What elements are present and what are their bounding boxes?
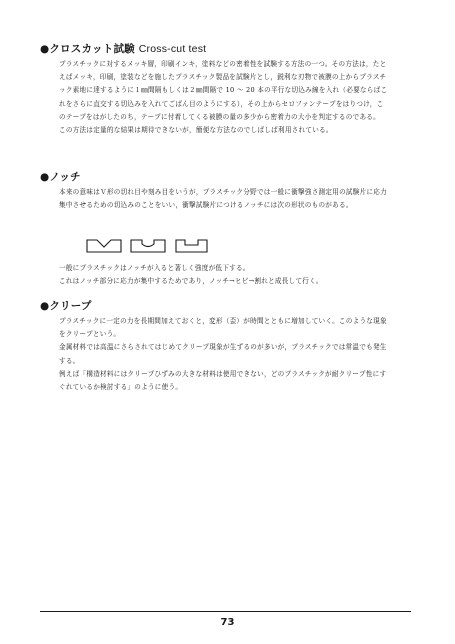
- notch-shapes-figure: [86, 238, 216, 254]
- heading-text: ●クロスカット試験: [40, 43, 135, 55]
- heading-text: ●クリープ: [40, 300, 92, 312]
- paragraph: プラスチックに一定の力を長期間加えておくと，変形（歪）が時間とともに増加していく。このような現象をクリープという。: [59, 317, 387, 339]
- section-heading-notch: [40, 169, 81, 184]
- paragraph: 金属材料では高温にさらされてはじめてクリープ現象が生ずるのが多いが，プラスチックでは常温でも発生する。: [59, 343, 387, 365]
- notch-body: [59, 186, 389, 212]
- notch-body-after-figure: [59, 262, 389, 288]
- cross-cut-body: [59, 58, 389, 137]
- footer-divider: [40, 611, 411, 612]
- section-heading-creep: [40, 298, 92, 313]
- paragraph: この方法は定量的な結果は期待できないが，簡便な方法なのでしばしば利用されている。: [59, 126, 333, 135]
- creep-body: [59, 315, 389, 394]
- notch-figure-svg: [86, 238, 216, 254]
- paragraph: 一般にプラスチックはノッチが入ると著しく強度が低下する。: [59, 264, 250, 272]
- paragraph: 本来の意味はＶ形の切れ目や刻み目をいうが，プラスチック分野では一般に衝撃強さ測定用の試験片に応力集中させるための切込みのことをいい，衝撃試験片につけるノッチには次の形状のものがある。: [59, 188, 387, 210]
- section-heading-cross-cut: [40, 41, 206, 56]
- v-notch-specimen: [87, 240, 121, 252]
- paragraph: 例えば「構造材料にはクリープひずみの大きな材料は使用できない，どのプラスチックが耐クリープ性にすぐれているか検討する」のように使う。: [59, 369, 387, 392]
- u-notch-specimen: [131, 240, 165, 252]
- heading-text: ●ノッチ: [40, 171, 81, 183]
- paragraph: これはノッチ部分に応力が集中するためであり，ノッチ→ヒビ→割れと成長して行く。: [59, 277, 323, 286]
- square-notch-specimen: [176, 240, 207, 252]
- page-number: 73: [220, 617, 235, 628]
- paragraph: プラスチックに対するメッキ層，印刷インキ，塗料などの密着性を試験する方法の一つ。その方法は，たとえばメッキ，印刷，塗装などを施したプラスチック製品を試験片とし，鋭利な刃物で被膜の上からプラスチック素地に達するように１㎜間隔もしくは２㎜間隔で 10 ～ 20 本の平行な切込み線を入れ（必要ならばこれをさらに直交する切込みを入れてごばん目のようにする），その上からセロファンテープをはりつけ，このテープをはがしたのち，テープに付着してくる被膜の量の多少から密着力の大小を判定するのである。: [59, 60, 388, 121]
- heading-latin-text: Cross-cut test: [138, 43, 207, 55]
